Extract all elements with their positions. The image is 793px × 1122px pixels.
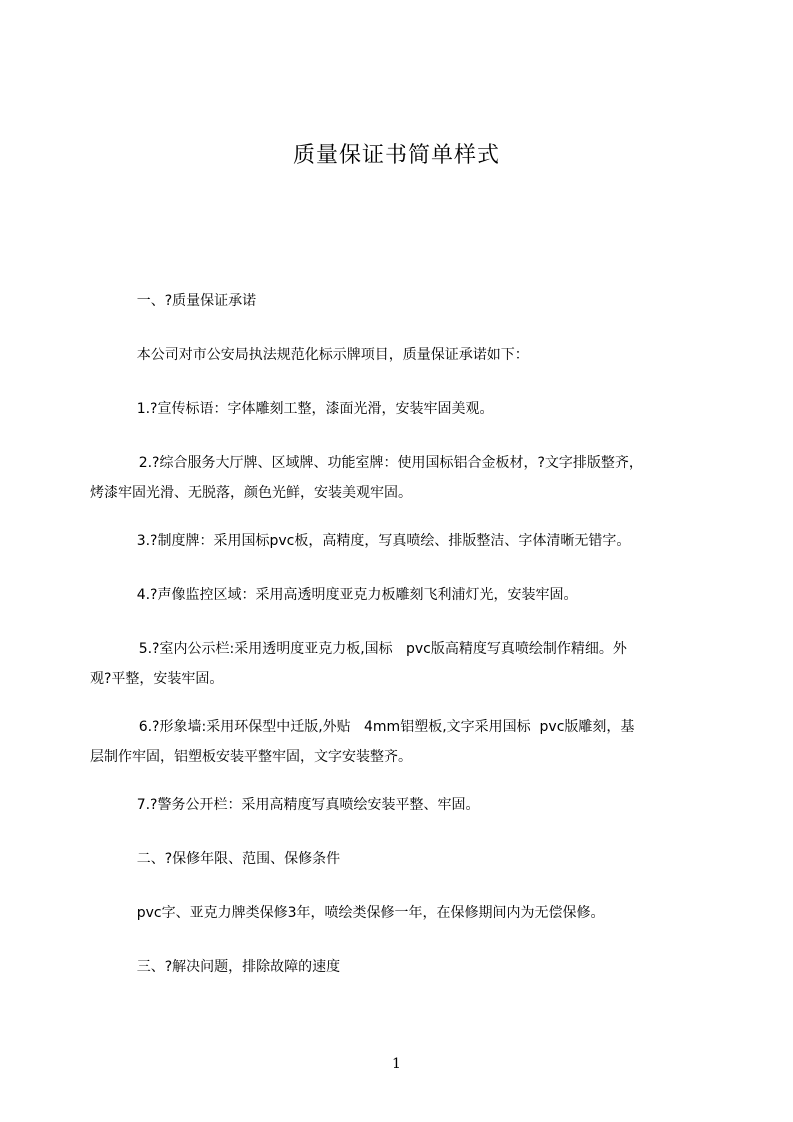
section-heading-troubleshooting [110, 952, 710, 982]
intro-paragraph [110, 340, 710, 370]
paragraph-line: 三、?解决问题，排除故障的速度 [110, 959, 341, 975]
paragraph-line: 本公司对市公安局执法规范化标示牌项目，质量保证承诺如下： [110, 347, 529, 363]
paragraph-line: 2.?综合服务大厅牌、区域牌、功能室牌：使用国标铝合金板材，?文字排版整齐， [112, 455, 643, 471]
paragraph-line: 3.?制度牌：采用国标pvc板，高精度，写真喷绘、排版整洁、字体清晰无错字。 [110, 533, 631, 549]
paragraph-line: 4.?声像监控区域：采用高透明度亚克力板雕刻飞利浦灯光，安装牢固。 [110, 587, 578, 603]
paragraph-line: 5.?室内公示栏:采用透明度亚克力板,国标 pvc版高精度写真喷绘制作精细。外 [112, 641, 627, 657]
paragraph-line: 7.?警务公开栏：采用高精度写真喷绘安装平整、牢固。 [110, 797, 480, 813]
page-number: 1 [392, 1056, 401, 1072]
warranty-paragraph [110, 898, 710, 928]
paragraph-line: 6.?形象墙:采用环保型中迁版,外贴 4mm铝塑板,文字采用国标 pvc版雕刻，基 [112, 719, 635, 735]
paragraph-line: 二、?保修年限、范围、保修条件 [110, 851, 341, 867]
paragraph-line: 1.?宣传标语：字体雕刻工整，漆面光滑，安装牢固美观。 [110, 401, 494, 417]
paragraph-line: 一、?质量保证承诺 [110, 293, 257, 309]
section-heading-quality-promise [110, 286, 710, 316]
paragraph-line: 层制作牢固，铝塑板安装平整牢固，文字安装整齐。 [90, 749, 412, 765]
item-4-paragraph [110, 580, 710, 610]
item-2-paragraph [90, 448, 712, 508]
paragraph-line: pvc字、亚克力牌类保修3年，喷绘类保修一年，在保修期间内为无偿保修。 [110, 905, 605, 921]
item-3-paragraph [110, 526, 710, 556]
item-6-paragraph [90, 712, 712, 772]
item-5-paragraph [90, 634, 712, 694]
item-1-paragraph [110, 394, 710, 424]
section-heading-warranty [110, 844, 710, 874]
paragraph-line: 烤漆牢固光滑、无脱落，颜色光鲜，安装美观牢固。 [90, 485, 412, 501]
document-title: 质量保证书简单样式 [292, 143, 500, 168]
paragraph-line: 观?平整，安装牢固。 [90, 671, 224, 687]
item-7-paragraph [110, 790, 710, 820]
